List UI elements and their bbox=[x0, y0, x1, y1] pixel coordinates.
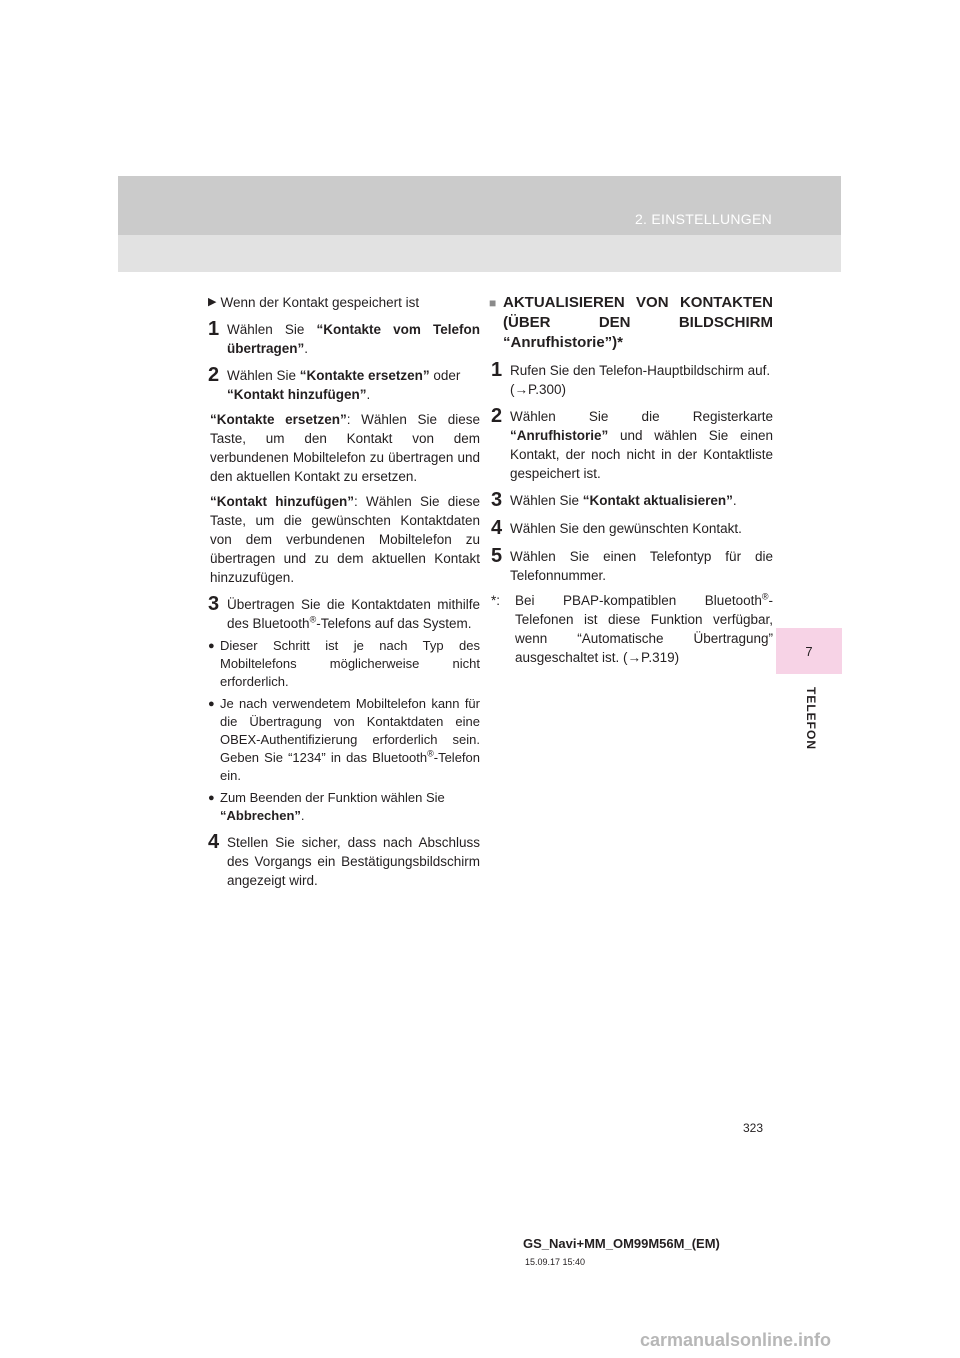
bullet-text bbox=[220, 695, 480, 785]
watermark: carmanualsonline.info bbox=[640, 1330, 832, 1350]
step-text-prefix: Wählen Sie die Registerkarte bbox=[510, 409, 773, 424]
step-text-bold: “Kontakt hinzufügen” bbox=[227, 387, 367, 402]
footnote-text-part1: Bei PBAP-kompatiblen Bluetooth bbox=[515, 593, 762, 608]
triangle-right-icon: ▶ bbox=[208, 296, 217, 308]
step-3 bbox=[493, 489, 773, 511]
step-text-suffix: . bbox=[304, 341, 309, 356]
step-text: Wählen Sie einen Telefontyp für die Telefonnummer. bbox=[510, 549, 773, 583]
step-4 bbox=[493, 517, 773, 539]
step-text: Stellen Sie sicher, dass nach Abschluss des Vorgangs ein Bestätigungsbildschirm angezeigt wird. bbox=[227, 835, 480, 888]
step-text bbox=[227, 318, 480, 358]
document-code: GS_Navi+MM_OM99M56M_(EM) bbox=[523, 1236, 720, 1251]
registered-mark: ® bbox=[761, 591, 769, 602]
heading-text: AKTUALISIEREN VON KONTAKTEN (ÜBER DEN BILDSCHIRM “Anrufhistorie”)* bbox=[503, 294, 773, 351]
bullet-dot-icon: ● bbox=[208, 640, 215, 652]
section-heading bbox=[489, 293, 773, 353]
registered-mark: ® bbox=[309, 614, 317, 625]
step-text bbox=[227, 593, 480, 633]
step-1 bbox=[210, 318, 480, 358]
bullet-text-part2: -Telefon ein. bbox=[220, 750, 480, 783]
step-3 bbox=[210, 593, 480, 633]
step-text bbox=[510, 405, 773, 483]
hint-line bbox=[210, 293, 480, 312]
step-number: 5 bbox=[491, 545, 503, 567]
section-title: 2. EINSTELLUNGEN bbox=[634, 211, 772, 227]
step-text-suffix: und wählen Sie einen Kontakt, der noch nicht in der Kontaktliste gespeichert ist. bbox=[510, 428, 773, 481]
bullet-text-prefix: Zum Beenden der Funktion wählen Sie bbox=[220, 790, 445, 805]
step-text-prefix: Wählen Sie bbox=[227, 322, 317, 337]
step-4 bbox=[210, 831, 480, 890]
document-date: 15.09.17 15:40 bbox=[525, 1257, 586, 1267]
hint-text: Wenn der Kontakt gespeichert ist bbox=[220, 295, 420, 310]
step-number: 2 bbox=[208, 364, 220, 386]
step-5 bbox=[493, 545, 773, 585]
step-text-mid: oder bbox=[429, 368, 461, 383]
step-number: 4 bbox=[208, 831, 220, 853]
step-number: 3 bbox=[208, 593, 220, 615]
square-icon: ■ bbox=[489, 296, 497, 310]
step-text-bold: “Anrufhistorie” bbox=[510, 428, 609, 443]
para-term: “Kontakte ersetzen” bbox=[210, 412, 347, 427]
step-text: Rufen Sie den Telefon-Hauptbildschirm auf. (→P.300) bbox=[510, 363, 771, 397]
registered-mark: ® bbox=[427, 748, 434, 759]
step-number: 3 bbox=[491, 489, 503, 511]
step-text-prefix: Wählen Sie bbox=[510, 493, 583, 508]
step-text-suffix: . bbox=[732, 493, 737, 508]
step-number: 1 bbox=[208, 318, 220, 340]
footnote bbox=[493, 591, 773, 667]
step-text-bold: “Kontakte ersetzen” bbox=[299, 368, 430, 383]
step-text-bold: “Kontakt aktualisieren” bbox=[582, 493, 733, 508]
bullet-1 bbox=[210, 637, 480, 691]
step-1 bbox=[493, 359, 773, 399]
paragraph-kontakte-ersetzen bbox=[210, 410, 480, 486]
step-text-suffix: -Telefons auf das System. bbox=[316, 616, 472, 631]
chapter-label: TELEFON bbox=[804, 687, 818, 750]
step-number: 1 bbox=[491, 359, 503, 381]
page-number: 323 bbox=[743, 1121, 764, 1135]
bullet-3 bbox=[210, 789, 480, 825]
footnote-mark: *: bbox=[491, 593, 501, 608]
step-text: Wählen Sie den gewünschten Kontakt. bbox=[510, 521, 742, 536]
chapter-number: 7 bbox=[805, 644, 813, 659]
step-text bbox=[227, 364, 480, 404]
bullet-text bbox=[220, 789, 480, 825]
left-column bbox=[210, 293, 480, 890]
right-column bbox=[489, 293, 773, 667]
bullet-text-suffix: . bbox=[300, 808, 305, 823]
footnote-text-part2: -Telefonen ist diese Funktion verfügbar, wenn “Automatische Übertragung” ausgeschaltet ist. (→P.319) bbox=[515, 593, 773, 665]
chapter-tab bbox=[776, 628, 842, 674]
bullet-text: Dieser Schritt ist je nach Typ des Mobiltelefons möglicherweise nicht erforderlich. bbox=[220, 638, 480, 689]
footnote-text bbox=[515, 591, 773, 667]
step-text-prefix: Wählen Sie bbox=[227, 368, 300, 383]
bullet-text-part1: Je nach verwendetem Mobiltelefon kann für die Übertragung von Kontaktdaten eine OBEX-Authentifizierung erforderlich sein. Geben Sie “1234” in das Bluetooth bbox=[220, 696, 480, 765]
paragraph-kontakt-hinzufuegen bbox=[210, 492, 480, 587]
step-text-suffix: . bbox=[366, 387, 371, 402]
bullet-2 bbox=[210, 695, 480, 785]
bullet-text-bold: “Abbrechen” bbox=[220, 808, 301, 823]
step-text-bold: “Kontakte vom Telefon übertragen” bbox=[227, 322, 480, 356]
step-2 bbox=[210, 364, 480, 404]
step-text bbox=[510, 489, 773, 510]
step-number: 2 bbox=[491, 405, 503, 427]
step-2 bbox=[493, 405, 773, 483]
step-number: 4 bbox=[491, 517, 503, 539]
step-text-prefix: Übertragen Sie die Kontaktdaten mithilfe des Bluetooth bbox=[227, 597, 480, 631]
para-text: : Wählen Sie diese Taste, um den Kontakt von dem verbundenen Mobiltelefon zu übertragen und den aktuellen Kontakt zu ersetzen. bbox=[210, 412, 480, 484]
para-term: “Kontakt hinzufügen” bbox=[210, 494, 354, 509]
para-text: : Wählen Sie diese Taste, um die gewünschten Kontaktdaten von dem verbundenen Mobiltelefon zu übertragen und zu dem aktuellen Kontakt hinzuzufügen. bbox=[210, 494, 481, 585]
bullet-dot-icon: ● bbox=[208, 698, 215, 710]
bullet-dot-icon: ● bbox=[208, 792, 215, 804]
